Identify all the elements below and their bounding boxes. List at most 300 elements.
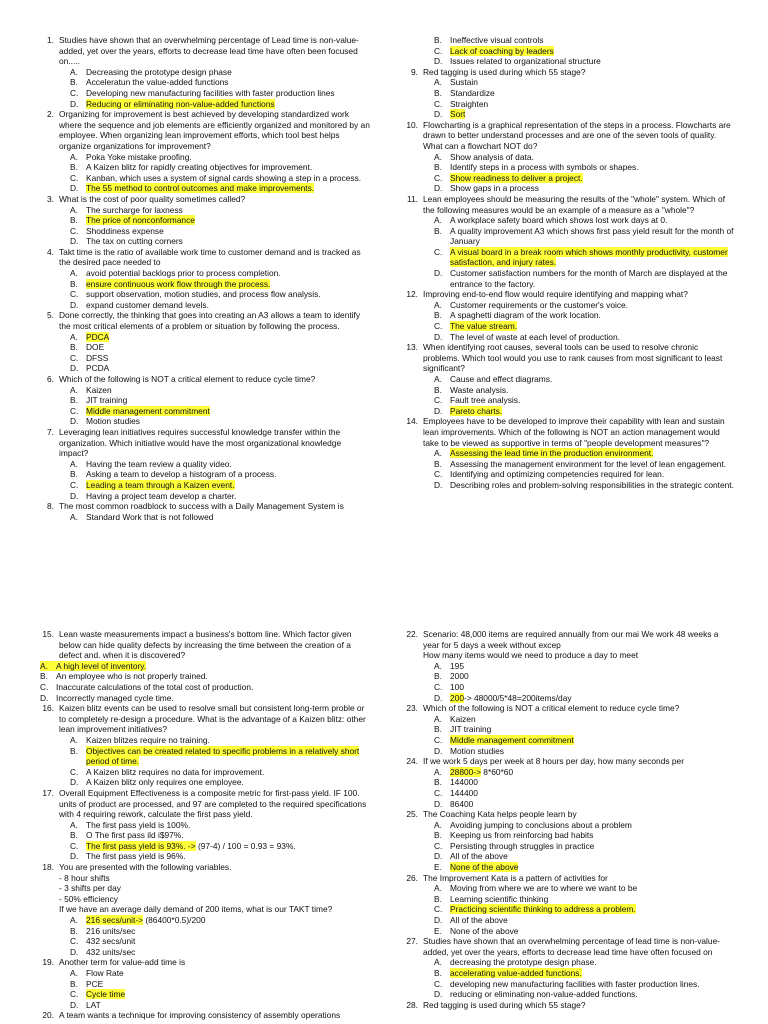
- option-letter: D.: [434, 745, 443, 756]
- question-number: 16.: [42, 703, 54, 714]
- question-number: 2.: [47, 109, 54, 120]
- question-line-text: If we have an average daily demand of 200 items, what is our TAKT time?: [59, 904, 333, 915]
- option-label: Customer requirements or the customer's voice.: [450, 299, 629, 310]
- option-letter: C.: [434, 787, 443, 798]
- question-text: Red tagging is used during which 55 stage?: [423, 66, 586, 77]
- option-letter: A.: [70, 331, 78, 342]
- option-letter: B.: [434, 35, 442, 45]
- answer-option: [404, 77, 734, 88]
- option-text: [450, 883, 734, 894]
- answer-option: [404, 183, 734, 194]
- question: [404, 703, 734, 756]
- option-text: [56, 671, 370, 682]
- answer-option: [40, 300, 370, 311]
- option-letter: B.: [434, 225, 442, 236]
- option-letter: C.: [70, 352, 79, 363]
- question-stem: [40, 703, 370, 735]
- option-text: [450, 152, 734, 163]
- question-stem: [40, 310, 370, 331]
- answer-option: [404, 799, 734, 810]
- question: [40, 109, 370, 194]
- option-label: O The first pass ild i$97%.: [86, 830, 184, 841]
- question-text: You are presented with the following variables.: [59, 862, 232, 873]
- answer-option: [40, 152, 370, 163]
- question: [404, 120, 734, 194]
- option-letter: D.: [434, 851, 443, 862]
- question-number: 26.: [406, 872, 418, 883]
- answer-option: [40, 67, 370, 78]
- option-letter: D.: [70, 98, 79, 109]
- question: [40, 957, 370, 1010]
- question-number: 8.: [47, 501, 54, 512]
- option-label: A Kaizen blitz for rapidly creating objectives for improvement.: [86, 162, 313, 173]
- answer-option: [404, 851, 734, 862]
- option-text: [86, 851, 370, 862]
- option-text: [86, 820, 370, 831]
- highlighted-answer: Reducing or eliminating non-value-added functions: [86, 98, 275, 109]
- option-text: [86, 406, 370, 417]
- answer-option: [40, 279, 370, 290]
- question-stem: [40, 374, 370, 385]
- question-number: 11.: [406, 193, 418, 204]
- highlighted-answer: Objectives can be created related to specific problems in a relatively short period of time.: [86, 745, 360, 767]
- question-text: Lean employees should be measuring the results of the "whole" system. Which of the following measures would be an example of a measure as a "whole"?: [423, 193, 726, 215]
- option-letter: A.: [70, 915, 78, 926]
- question-stem: [40, 427, 370, 459]
- option-label: Shoddiness expense: [86, 225, 164, 236]
- answer-option: [404, 215, 734, 226]
- option-letter: D.: [434, 109, 443, 120]
- answer-option: [404, 820, 734, 831]
- option-label: Asking a team to develop a histogram of a process.: [86, 469, 277, 480]
- option-label: reducing or eliminating non-value-added functions.: [450, 989, 638, 1000]
- option-text: [450, 979, 734, 990]
- answer-option: [40, 332, 370, 343]
- question-line: [40, 894, 370, 905]
- option-text: [86, 300, 370, 311]
- option-text: [450, 183, 734, 194]
- answer-option: [404, 767, 734, 778]
- option-label: 100: [450, 681, 464, 692]
- option-text: [450, 88, 734, 99]
- question-line-text: - 50% efficiency: [59, 893, 118, 904]
- answer-option: [404, 671, 734, 682]
- option-letter: D.: [40, 692, 49, 703]
- option-text: [450, 851, 734, 862]
- option-letter: D.: [70, 851, 79, 862]
- option-label: A Kaizen blitz only requires one employee.: [86, 777, 244, 788]
- option-text: [450, 682, 734, 693]
- spacer: [40, 873, 59, 884]
- option-letter: A.: [434, 713, 442, 724]
- option-label: support observation, motion studies, and process flow analysis.: [86, 289, 321, 300]
- option-letter: B.: [434, 968, 442, 978]
- answer-option: [404, 406, 734, 417]
- option-letter: C.: [434, 45, 443, 56]
- option-label: Kaizen: [450, 713, 476, 724]
- option-letter: C.: [434, 321, 443, 332]
- question-text: What is the cost of poor quality sometimes called?: [59, 193, 246, 204]
- answer-option: [404, 109, 734, 120]
- highlighted-answer: The 55 method to control outcomes and make improvements.: [86, 183, 315, 194]
- answer-option: [40, 671, 370, 682]
- answer-option: [404, 862, 734, 873]
- option-letter: A.: [434, 374, 442, 384]
- question-number: 15.: [42, 629, 54, 639]
- option-label: Kanban, which uses a system of signal cards showing a step in a process.: [86, 172, 362, 183]
- answer-option: [40, 1000, 370, 1011]
- option-letter: B.: [434, 310, 442, 321]
- option-label: 216 units/sec: [86, 925, 136, 936]
- answer-option: [404, 989, 734, 1000]
- answer-option: [40, 767, 370, 778]
- question-stem: [40, 501, 370, 512]
- highlighted-answer: A visual board in a break room which shows monthly productivity, customer satisfaction, and injury rates.: [450, 246, 728, 268]
- option-letter: D.: [434, 915, 443, 926]
- question-text: Which of the following is NOT a critical element to reduce cycle time?: [423, 703, 680, 714]
- option-label: 144000: [450, 777, 478, 788]
- option-letter: B.: [434, 777, 442, 788]
- answer-option: [404, 310, 734, 321]
- highlighted-answer: 200: [450, 692, 464, 703]
- highlighted-answer: Assessing the lead time in the production environment.: [450, 448, 654, 459]
- question-stem: [404, 120, 734, 152]
- option-letter: B.: [434, 893, 442, 904]
- option-text: [86, 968, 370, 979]
- option-text: [450, 395, 734, 406]
- option-text: [86, 289, 370, 300]
- option-label: Acceleratun the value-added functions: [86, 77, 229, 88]
- option-text: [86, 162, 370, 173]
- option-letter: D.: [434, 331, 443, 342]
- question: [404, 289, 734, 342]
- question: [40, 862, 370, 957]
- option-text: [56, 682, 370, 693]
- answer-option: [40, 915, 370, 926]
- highlighted-answer: Practicing scientific thinking to address a problem.: [450, 904, 636, 915]
- option-text: [450, 374, 734, 385]
- question-stem: [404, 289, 734, 300]
- option-letter: B.: [40, 671, 48, 682]
- answer-option: [40, 979, 370, 990]
- answer-option: [40, 353, 370, 364]
- spacer: [404, 650, 423, 661]
- option-letter: B.: [434, 671, 442, 682]
- answer-option: [40, 480, 370, 491]
- option-label: 432 units/sec: [86, 946, 136, 957]
- answer-option: [40, 215, 370, 226]
- option-label: Assessing the management environment for the level of lean engagement.: [450, 458, 727, 469]
- option-text: [450, 830, 734, 841]
- answer-option: [40, 268, 370, 279]
- option-letter: D.: [70, 416, 79, 427]
- option-text: [450, 406, 734, 417]
- option-label: Standardize: [450, 87, 495, 98]
- option-letter: C.: [40, 681, 49, 692]
- question: [404, 809, 734, 873]
- option-text: [86, 512, 370, 523]
- option-text: [56, 661, 370, 672]
- option-letter: C.: [434, 469, 443, 480]
- question-number: 5.: [47, 310, 54, 321]
- option-letter: A.: [70, 66, 78, 77]
- option-letter: A.: [70, 734, 78, 745]
- highlighted-answer: accelerating value-added functions.: [450, 968, 582, 978]
- option-letter: A.: [70, 511, 78, 522]
- option-text: [450, 767, 734, 778]
- option-text: [86, 215, 370, 226]
- option-text: [86, 173, 370, 184]
- option-text: [450, 109, 734, 120]
- page2-right-column: [404, 629, 734, 1010]
- question-number: 22.: [406, 629, 418, 639]
- option-text: [86, 268, 370, 279]
- option-label: Kaizen blitzes require no training.: [86, 734, 210, 745]
- option-label: Having the team review a quality video.: [86, 458, 232, 469]
- question-stem: [40, 247, 370, 268]
- question: [40, 703, 370, 788]
- answer-option: [40, 406, 370, 417]
- option-text: [450, 820, 734, 831]
- option-letter: C.: [70, 479, 79, 490]
- option-text: [86, 385, 370, 396]
- option-label: Show gaps in a process: [450, 183, 539, 194]
- highlighted-answer: A high level of inventory.: [56, 660, 147, 671]
- question-stem: [40, 862, 370, 873]
- option-text: [450, 385, 734, 396]
- option-letter: C.: [70, 289, 79, 300]
- question-text: Flowcharting is a graphical representation of the steps in a process. Flowcharts are drawn to better understand processes and are one of the seven tools of quality. What can a flowchart NOT do?: [423, 119, 731, 151]
- option-text: [450, 989, 734, 1000]
- question-number: 3.: [47, 193, 54, 204]
- option-letter: C.: [70, 87, 79, 98]
- option-label: DFSS: [86, 352, 109, 363]
- answer-option: [404, 395, 734, 406]
- option-text: [450, 841, 734, 852]
- option-letter: D.: [434, 183, 443, 194]
- option-label: Describing roles and problem-solving responsibilities in the strategic content.: [450, 479, 734, 490]
- option-text: [86, 279, 370, 290]
- option-label: 195: [450, 660, 464, 671]
- question-text: When identifying root causes, several tools can be used to resolve chronic problems. Which tool would you use to rank causes from most significant to least significant?: [423, 342, 723, 374]
- answer-option: [404, 894, 734, 905]
- answer-option: [404, 841, 734, 852]
- option-label: 86400: [450, 798, 474, 809]
- highlighted-answer: The value stream.: [450, 321, 518, 332]
- answer-option: [404, 99, 734, 110]
- option-label: Motion studies: [86, 416, 140, 427]
- question-text: Studies have shown that an overwhelming percentage of lead time is non-value-added, yet over the years, efforts to decrease lead time have often focused on: [423, 936, 721, 957]
- option-letter: A.: [434, 151, 442, 162]
- option-label: JIT training: [450, 724, 492, 735]
- question-number: 18.: [42, 862, 54, 873]
- answer-option: [40, 491, 370, 502]
- answer-working: -> 48000/5*48=200items/day: [463, 692, 572, 703]
- question-number: 24.: [406, 756, 418, 767]
- question-line: [40, 904, 370, 915]
- option-text: [86, 342, 370, 353]
- answer-option: [404, 300, 734, 311]
- answer-option: [404, 883, 734, 894]
- answer-option: [404, 268, 734, 289]
- option-label: The tax on cutting corners: [86, 236, 183, 247]
- option-label: Cause and effect diagrams.: [450, 374, 553, 384]
- question: [40, 788, 370, 862]
- option-letter: B.: [70, 745, 78, 756]
- question-number: 23.: [406, 703, 418, 714]
- answer-option: [404, 173, 734, 184]
- option-text: [86, 735, 370, 746]
- highlighted-answer: 216 secs/unit->: [86, 915, 144, 926]
- question-number: 1.: [47, 35, 54, 45]
- highlighted-answer: Lack of coaching by leaders: [450, 45, 554, 56]
- answer-option: [404, 830, 734, 841]
- option-text: [450, 56, 734, 67]
- answer-option: [404, 321, 734, 332]
- answer-option: [40, 947, 370, 958]
- option-text: [450, 735, 734, 746]
- answer-option: [40, 205, 370, 216]
- question-number: 4.: [47, 246, 54, 257]
- answer-option: [40, 342, 370, 353]
- option-text: [86, 183, 370, 194]
- option-label: PCDA: [86, 363, 110, 374]
- answer-option: [404, 904, 734, 915]
- question: [40, 501, 370, 522]
- option-label: avoid potential backlogs prior to process completion.: [86, 268, 281, 279]
- option-letter: B.: [434, 458, 442, 469]
- answer-option: [40, 416, 370, 427]
- option-letter: A.: [434, 215, 442, 226]
- option-text: [86, 989, 370, 1000]
- option-text: [86, 363, 370, 374]
- question-stem: [40, 35, 370, 67]
- option-label: Ineffective visual controls: [450, 35, 544, 45]
- option-label: Sustain: [450, 77, 478, 88]
- option-text: [450, 77, 734, 88]
- option-letter: B.: [70, 162, 78, 173]
- option-letter: A.: [70, 819, 78, 830]
- question-stem: [40, 1010, 370, 1021]
- option-letter: C.: [70, 989, 79, 1000]
- option-letter: B.: [434, 384, 442, 395]
- option-text: [450, 300, 734, 311]
- option-label: LAT: [86, 999, 101, 1010]
- option-text: [450, 35, 734, 46]
- answer-option: [404, 714, 734, 725]
- highlighted-answer: ensure continuous work flow through the process.: [86, 278, 271, 289]
- highlighted-answer: None of the above: [450, 862, 519, 873]
- answer-option: [404, 746, 734, 757]
- option-letter: A.: [70, 458, 78, 469]
- option-label: Moving from where we are to where we want to be: [450, 883, 638, 894]
- option-text: [86, 353, 370, 364]
- option-label: Persisting through struggles in practice: [450, 840, 595, 851]
- option-text: [86, 152, 370, 163]
- option-letter: D.: [434, 798, 443, 809]
- option-letter: C.: [70, 936, 79, 947]
- question: [40, 35, 370, 109]
- question: [404, 1000, 734, 1011]
- option-letter: D.: [434, 692, 443, 703]
- question-line-text: - 3 shifts per day: [59, 883, 121, 894]
- option-text: [450, 247, 734, 268]
- option-letter: C.: [70, 405, 79, 416]
- answer-option: [40, 173, 370, 184]
- highlighted-answer: Middle management commitment: [450, 734, 574, 745]
- option-text: [450, 904, 734, 915]
- option-label: Fault tree analysis.: [450, 395, 521, 406]
- option-letter: D.: [70, 946, 79, 957]
- option-letter: D.: [434, 56, 443, 67]
- answer-option: [40, 385, 370, 396]
- option-letter: E.: [434, 862, 442, 873]
- option-label: Keeping us from reinforcing bad habits: [450, 830, 594, 841]
- answer-option: [404, 385, 734, 396]
- answer-option: [404, 374, 734, 385]
- question-text: Studies have shown that an overwhelming percentage of Lead time is non-value-added, yet over the years, efforts to decrease lead time have often been focused on.....: [59, 35, 359, 67]
- option-label: A quality improvement A3 which shows first pass yield result for the month of January: [450, 225, 734, 247]
- option-text: [86, 841, 370, 852]
- question-number: 17.: [42, 787, 54, 798]
- question-line: [40, 883, 370, 894]
- answer-option: [404, 957, 734, 968]
- question-number: 9.: [411, 66, 418, 77]
- option-letter: E.: [434, 925, 442, 936]
- question-stem: [404, 756, 734, 767]
- answer-option: [40, 820, 370, 831]
- option-text: [450, 693, 734, 704]
- question: [40, 1010, 370, 1021]
- question-text: The most common roadblock to success with a Daily Management System is: [59, 501, 344, 512]
- answer-option: [40, 88, 370, 99]
- answer-option: [40, 926, 370, 937]
- answer-option: [404, 226, 734, 247]
- option-letter: B.: [70, 978, 78, 989]
- option-text: [450, 46, 734, 57]
- option-text: [86, 830, 370, 841]
- option-letter: D.: [70, 363, 79, 374]
- option-letter: D.: [434, 268, 443, 279]
- spacer: [40, 904, 59, 915]
- option-label: Motion studies: [450, 745, 504, 756]
- option-text: [450, 915, 734, 926]
- spacer: [40, 894, 59, 905]
- option-text: [86, 936, 370, 947]
- option-label: Identify steps in a process with symbols or shapes.: [450, 162, 639, 173]
- option-text: [450, 459, 734, 470]
- option-text: [450, 162, 734, 173]
- option-text: [450, 173, 734, 184]
- option-text: [450, 746, 734, 757]
- option-letter: A.: [70, 204, 78, 215]
- option-label: Decreasing the prototype design phase: [86, 66, 232, 77]
- option-text: [450, 448, 734, 459]
- option-letter: C.: [434, 978, 443, 989]
- question-number: 25.: [406, 809, 418, 820]
- option-text: [86, 67, 370, 78]
- question: [40, 310, 370, 374]
- answer-option: [404, 332, 734, 343]
- option-letter: B.: [434, 162, 442, 173]
- answer-option: [40, 99, 370, 110]
- question-text: Red tagging is used during which 55 stage?: [423, 999, 586, 1010]
- question: [40, 629, 370, 703]
- answer-option: [404, 777, 734, 788]
- question-text: Done correctly, the thinking that goes into creating an A3 allows a team to identify the most critical elements of a problem or situation by following the process.: [59, 310, 361, 332]
- answer-working: (86400*0.5)/200: [143, 915, 206, 926]
- question-text: Takt time is the ratio of available work time to customer demand and is tracked as the desired pace needed to: [59, 246, 361, 268]
